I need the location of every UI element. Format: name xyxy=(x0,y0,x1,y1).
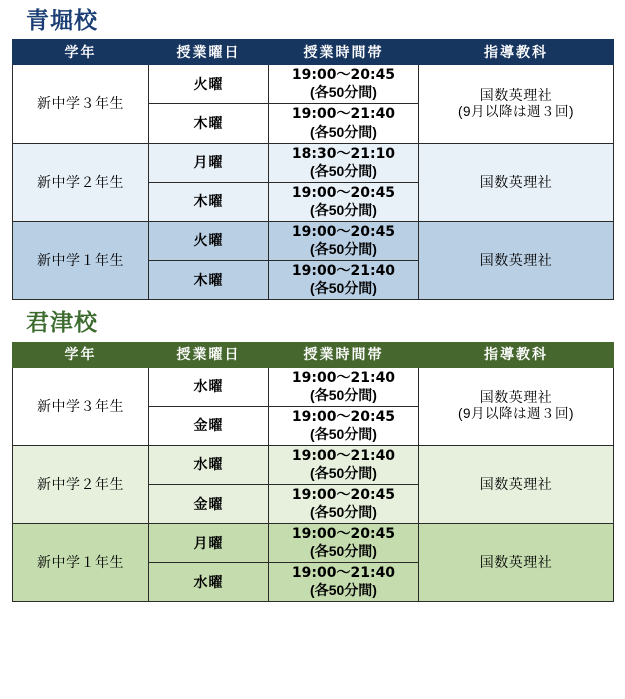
time-cell xyxy=(269,65,419,104)
subject-text: 国数英理社 xyxy=(479,173,553,190)
day-cell: 木曜 xyxy=(149,182,269,221)
grade-cell: 新中学２年生 xyxy=(13,143,149,221)
time-note: (各50分間) xyxy=(310,386,377,403)
subject-cell xyxy=(419,524,614,602)
time-cell xyxy=(269,563,419,602)
time-range: 19:00〜21:40 xyxy=(291,447,396,464)
subject-text: 国数英理社 xyxy=(479,475,553,492)
time-note: (各50分間) xyxy=(310,241,377,257)
table-row xyxy=(13,445,614,484)
grade-cell: 新中学３年生 xyxy=(13,65,149,143)
time-range: 19:00〜20:45 xyxy=(291,487,396,503)
section-title: 青堀校 xyxy=(26,7,98,33)
subject-text: 国数英理社 xyxy=(479,389,553,406)
time-cell xyxy=(269,485,419,524)
column-header-grade: 学年 xyxy=(13,342,149,367)
day-cell: 水曜 xyxy=(149,367,269,406)
time-cell xyxy=(269,524,419,563)
grade-cell: 新中学１年生 xyxy=(13,221,149,299)
table-row xyxy=(13,65,614,104)
column-header-time: 授業時間帯 xyxy=(269,342,419,367)
subject-cell xyxy=(419,143,614,221)
time-range: 19:00〜20:45 xyxy=(291,184,396,201)
day-cell: 金曜 xyxy=(149,485,269,524)
subject-text: 国数英理社 xyxy=(479,252,553,269)
time-range: 19:00〜21:40 xyxy=(291,565,396,582)
day-cell: 月曜 xyxy=(149,143,269,182)
subject-text: 国数英理社 xyxy=(479,554,553,571)
column-header-day: 授業曜日 xyxy=(149,342,269,367)
day-cell: 水曜 xyxy=(149,563,269,602)
time-range: 19:00〜20:45 xyxy=(291,408,396,425)
day-cell: 水曜 xyxy=(149,445,269,484)
time-range: 19:00〜21:40 xyxy=(291,369,396,386)
time-note: (各50分間) xyxy=(310,543,377,560)
day-cell: 木曜 xyxy=(149,261,269,300)
time-note: (各50分間) xyxy=(310,425,377,442)
schedule-table-kimitsu xyxy=(12,342,614,603)
column-header-grade: 学年 xyxy=(13,40,149,65)
time-note: (各50分間) xyxy=(310,162,377,179)
subject-cell xyxy=(419,445,614,523)
subject-note: (9月以降は週３回) xyxy=(458,104,574,120)
time-range: 18:30〜21:10 xyxy=(291,145,396,162)
section-kimitsu xyxy=(12,310,613,602)
time-note: (各50分間) xyxy=(310,504,377,521)
table-row xyxy=(13,143,614,182)
column-header-subject: 指導教科 xyxy=(419,342,614,367)
subject-text: 国数英理社 xyxy=(479,87,553,104)
table-header-row xyxy=(13,40,614,65)
time-cell xyxy=(269,221,419,260)
time-note: (各50分間) xyxy=(310,464,377,481)
time-note: (各50分間) xyxy=(310,84,377,101)
time-cell xyxy=(269,367,419,406)
day-cell: 火曜 xyxy=(149,221,269,260)
time-cell xyxy=(269,445,419,484)
time-cell xyxy=(269,182,419,221)
time-cell xyxy=(269,143,419,182)
time-cell xyxy=(269,261,419,300)
day-cell: 月曜 xyxy=(149,524,269,563)
grade-cell: 新中学１年生 xyxy=(13,524,149,602)
day-cell: 金曜 xyxy=(149,406,269,445)
section-title: 君津校 xyxy=(26,309,98,336)
grade-cell: 新中学２年生 xyxy=(13,445,149,523)
grade-cell: 新中学３年生 xyxy=(13,367,149,445)
subject-cell xyxy=(419,367,614,445)
column-header-day: 授業曜日 xyxy=(149,40,269,65)
day-cell: 火曜 xyxy=(149,65,269,104)
subject-cell xyxy=(419,221,614,299)
time-range: 19:00〜20:45 xyxy=(291,526,396,543)
time-cell xyxy=(269,104,419,143)
time-range: 19:00〜21:40 xyxy=(291,106,396,123)
subject-note: (9月以降は週３回) xyxy=(458,406,574,422)
time-range: 19:00〜21:40 xyxy=(291,263,396,280)
time-note: (各50分間) xyxy=(310,201,377,218)
day-cell: 木曜 xyxy=(149,104,269,143)
time-cell xyxy=(269,406,419,445)
table-row xyxy=(13,221,614,260)
column-header-subject: 指導教科 xyxy=(419,40,614,65)
table-header-row xyxy=(13,342,614,367)
table-row xyxy=(13,367,614,406)
time-note: (各50分間) xyxy=(310,582,377,599)
table-row xyxy=(13,524,614,563)
section-aobori xyxy=(12,8,613,300)
column-header-time: 授業時間帯 xyxy=(269,40,419,65)
schedule-table-aobori xyxy=(12,39,614,300)
time-range: 19:00〜20:45 xyxy=(291,223,396,240)
time-note: (各50分間) xyxy=(310,123,377,140)
time-range: 19:00〜20:45 xyxy=(291,67,396,84)
time-note: (各50分間) xyxy=(310,280,377,297)
subject-cell xyxy=(419,65,614,143)
